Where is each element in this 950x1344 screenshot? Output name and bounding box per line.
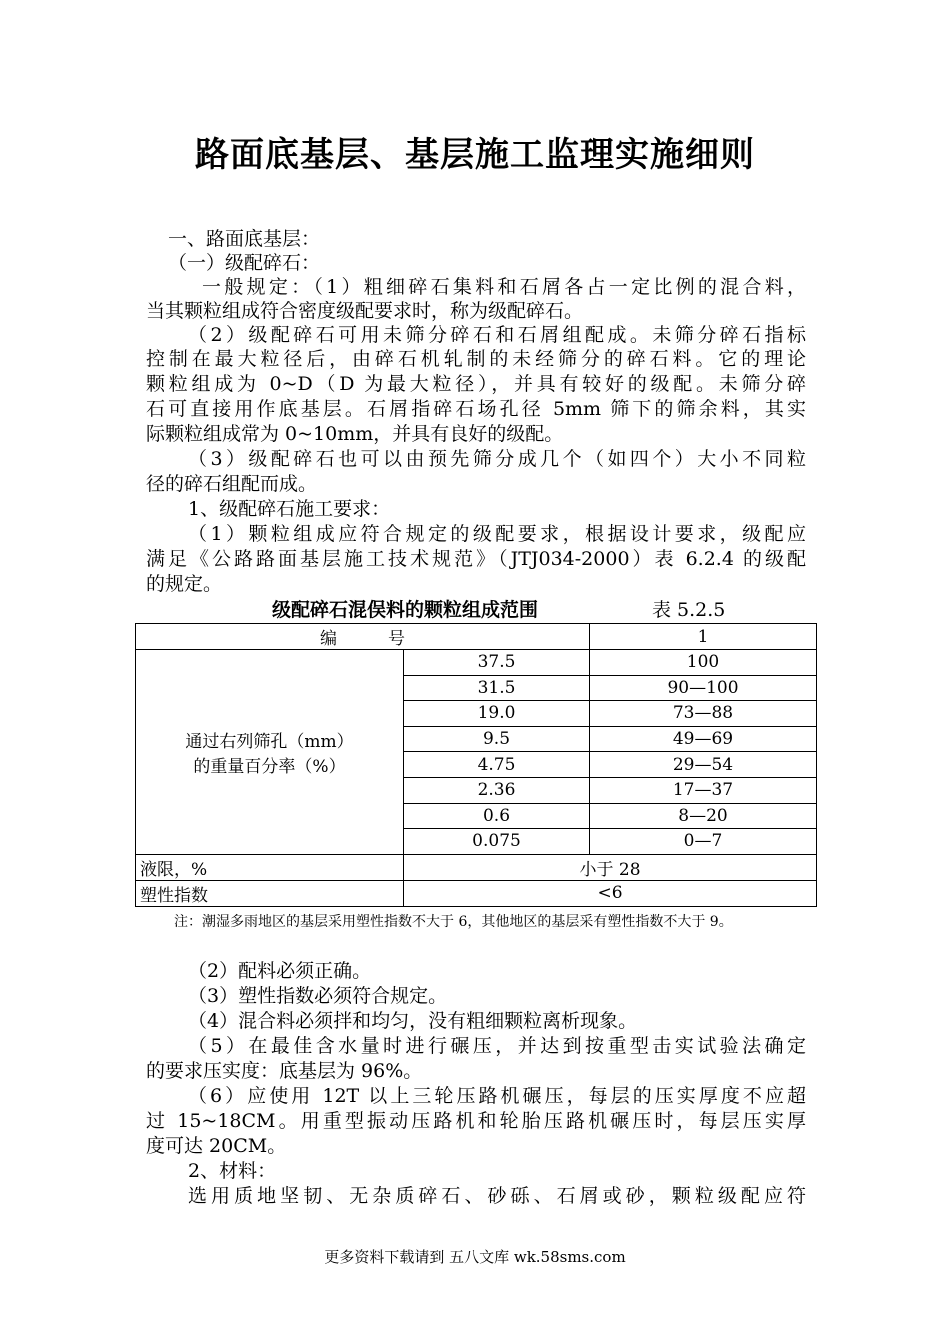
- text-line: 径的碎石组配而成。: [146, 473, 318, 495]
- page-title: 路面底基层、基层施工监理实施细则: [195, 135, 755, 175]
- sieve-cell: 37.5: [404, 650, 590, 676]
- liquid-limit-label: 液限，%: [136, 854, 404, 880]
- text-line: （2）级配碎石可用未筛分碎石和石屑组配成。未筛分碎石指标: [188, 324, 806, 346]
- text-line: 颗粒组成为 0~D（D 为最大粒径），并具有较好的级配。未筛分碎: [146, 373, 806, 395]
- group-label-line: 的重量百分率（%）: [193, 756, 346, 777]
- text-line: （4）混合料必须拌和均匀，没有粗细颗粒离析现象。: [188, 1010, 638, 1032]
- table-row: [136, 650, 817, 676]
- text-line: （1）颗粒组成应符合规定的级配要求，根据设计要求，级配应: [188, 523, 806, 545]
- subheading: 1、级配碎石施工要求：: [188, 498, 391, 520]
- footer-text: 更多资料下载请到 五八文库 wk.58sms.com: [324, 1248, 626, 1266]
- text-line: （2）配料必须正确。: [188, 960, 372, 982]
- sieve-cell: 2.36: [404, 777, 590, 803]
- header-label: 编 号: [136, 624, 590, 650]
- table-row: [136, 854, 817, 880]
- value-cell: 0—7: [590, 829, 817, 855]
- sieve-cell: 31.5: [404, 675, 590, 701]
- value-cell: 8—20: [590, 803, 817, 829]
- value-cell: 73—88: [590, 701, 817, 727]
- subheading: 2、材料：: [188, 1160, 277, 1182]
- plasticity-value: <6: [404, 880, 817, 906]
- table-row: [136, 880, 817, 906]
- plasticity-label: 塑性指数: [136, 880, 404, 906]
- text-line: 满足《公路路面基层施工技术规范》（JTJ034-2000）表 6.2.4 的级配: [146, 548, 806, 570]
- group-label-line: 通过右列筛孔（mm）: [185, 731, 354, 752]
- group-label-cell: [136, 650, 404, 855]
- text-line: （6）应使用 12T 以上三轮压路机碾压，每层的压实厚度不应超: [188, 1085, 806, 1107]
- value-cell: 17—37: [590, 777, 817, 803]
- value-cell: 29—54: [590, 752, 817, 778]
- text-line: 际颗粒组成常为 0~10mm，并具有良好的级配。: [146, 423, 564, 445]
- text-line: 一般规定：（1）粗细碎石集料和石屑各占一定比例的混合料，: [202, 276, 806, 298]
- sieve-cell: 19.0: [404, 701, 590, 727]
- text-line: 选用质地坚韧、无杂质碎石、砂砾、石屑或砂，颗粒级配应符: [188, 1185, 806, 1207]
- subsection-heading: （一）级配碎石：: [168, 252, 321, 274]
- sieve-cell: 9.5: [404, 726, 590, 752]
- text-line: 当其颗粒组成符合密度级配要求时，称为级配碎石。: [146, 300, 584, 322]
- text-line: 过 15~18CM。用重型振动压路机和轮胎压路机碾压时，每层压实厚: [146, 1110, 806, 1132]
- value-cell: 90—100: [590, 675, 817, 701]
- liquid-limit-value: 小于 28: [404, 854, 817, 880]
- text-line: 的要求压实度：底基层为 96%。: [146, 1060, 423, 1082]
- table-caption: 级配碎石混俣料的颗粒组成范围: [272, 599, 539, 621]
- table-note: 注：潮湿多雨地区的基层采用塑性指数不大于 6，其他地区的基层采有塑性指数不大于 9。: [174, 914, 733, 930]
- header-value: 1: [590, 624, 817, 650]
- text-line: 的规定。: [146, 573, 223, 595]
- section-heading: 一、路面底基层：: [168, 228, 321, 250]
- value-cell: 100: [590, 650, 817, 676]
- text-line: （5）在最佳含水量时进行碾压，并达到按重型击实试验法确定: [188, 1035, 806, 1057]
- text-line: 度可达 20CM。: [146, 1135, 287, 1157]
- sieve-cell: 4.75: [404, 752, 590, 778]
- table-header-row: [136, 624, 817, 650]
- text-line: （3）塑性指数必须符合规定。: [188, 985, 448, 1007]
- sieve-cell: 0.075: [404, 829, 590, 855]
- text-line: 石可直接用作底基层。石屑指碎石场孔径 5mm 筛下的筛余料，其实: [146, 398, 806, 420]
- sieve-cell: 0.6: [404, 803, 590, 829]
- value-cell: 49—69: [590, 726, 817, 752]
- text-line: （3）级配碎石也可以由预先筛分成几个（如四个）大小不同粒: [188, 448, 806, 470]
- grading-table: [135, 623, 817, 907]
- table-number: 表 5.2.5: [652, 599, 726, 621]
- text-line: 控制在最大粒径后，由碎石机轧制的未经筛分的碎石料。它的理论: [146, 348, 806, 370]
